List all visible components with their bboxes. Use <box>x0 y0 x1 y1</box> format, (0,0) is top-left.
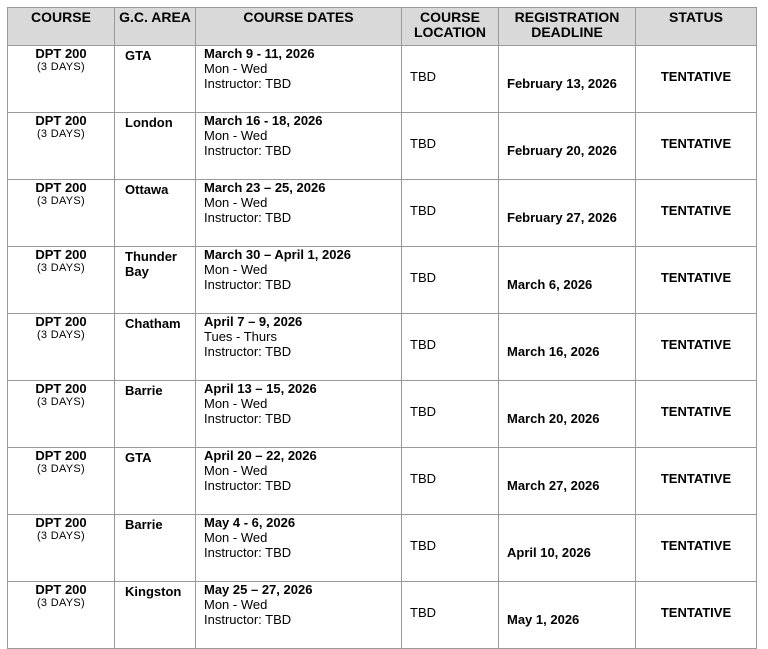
deadline-cell: March 16, 2026 <box>499 314 636 381</box>
instructor: Instructor: TBD <box>204 143 292 158</box>
dates-cell <box>196 381 402 448</box>
course-duration: (3 DAYS) <box>36 597 86 609</box>
course-duration: (3 DAYS) <box>36 530 86 542</box>
course-cell <box>8 247 115 314</box>
course-code: DPT 200 <box>35 448 87 463</box>
dates-cell <box>196 582 402 649</box>
table-row <box>8 448 757 515</box>
table-row <box>8 381 757 448</box>
area-cell: Barrie <box>115 515 196 582</box>
status-cell: TENTATIVE <box>636 247 757 314</box>
area-cell: GTA <box>115 448 196 515</box>
instructor: Instructor: TBD <box>204 76 292 91</box>
header-dates: COURSE DATES <box>196 8 402 46</box>
deadline-cell: February 13, 2026 <box>499 46 636 113</box>
location-cell: TBD <box>402 180 499 247</box>
course-schedule-table <box>7 7 757 649</box>
instructor: Instructor: TBD <box>204 210 292 225</box>
dates-cell <box>196 314 402 381</box>
course-duration: (3 DAYS) <box>36 128 86 140</box>
weekdays: Mon - Wed <box>204 262 268 277</box>
weekdays: Mon - Wed <box>204 597 268 612</box>
deadline-cell: February 27, 2026 <box>499 180 636 247</box>
header-area: G.C. AREA <box>115 8 196 46</box>
dates-cell <box>196 113 402 180</box>
table-row <box>8 582 757 649</box>
table-row <box>8 314 757 381</box>
location-cell: TBD <box>402 113 499 180</box>
area-cell: GTA <box>115 46 196 113</box>
dates-cell <box>196 180 402 247</box>
status-cell: TENTATIVE <box>636 314 757 381</box>
weekdays: Mon - Wed <box>204 61 268 76</box>
table-row <box>8 113 757 180</box>
header-location: COURSE LOCATION <box>402 8 499 46</box>
course-duration: (3 DAYS) <box>36 195 86 207</box>
status-cell: TENTATIVE <box>636 515 757 582</box>
area-cell: Barrie <box>115 381 196 448</box>
instructor: Instructor: TBD <box>204 344 292 359</box>
dates-cell <box>196 247 402 314</box>
location-cell: TBD <box>402 448 499 515</box>
location-cell: TBD <box>402 515 499 582</box>
dates-cell <box>196 448 402 515</box>
table-header <box>8 8 757 46</box>
dates-cell <box>196 46 402 113</box>
location-cell: TBD <box>402 582 499 649</box>
course-code: DPT 200 <box>35 582 87 597</box>
dates-cell <box>196 515 402 582</box>
course-cell <box>8 180 115 247</box>
course-duration: (3 DAYS) <box>36 262 86 274</box>
deadline-cell: March 6, 2026 <box>499 247 636 314</box>
date-range: May 4 - 6, 2026 <box>204 515 296 530</box>
area-cell: Thunder Bay <box>115 247 196 314</box>
course-code: DPT 200 <box>35 180 87 195</box>
course-cell <box>8 46 115 113</box>
status-cell: TENTATIVE <box>636 448 757 515</box>
date-range: April 13 – 15, 2026 <box>204 381 317 396</box>
table-row <box>8 515 757 582</box>
course-cell <box>8 515 115 582</box>
weekdays: Mon - Wed <box>204 128 268 143</box>
instructor: Instructor: TBD <box>204 478 292 493</box>
location-cell: TBD <box>402 314 499 381</box>
weekdays: Mon - Wed <box>204 396 268 411</box>
date-range: April 7 – 9, 2026 <box>204 314 303 329</box>
weekdays: Tues - Thurs <box>204 329 277 344</box>
table-row <box>8 46 757 113</box>
course-code: DPT 200 <box>35 314 87 329</box>
header-status: STATUS <box>636 8 757 46</box>
table-body <box>8 46 757 649</box>
weekdays: Mon - Wed <box>204 463 268 478</box>
course-cell <box>8 448 115 515</box>
course-code: DPT 200 <box>35 247 87 262</box>
date-range: April 20 – 22, 2026 <box>204 448 317 463</box>
instructor: Instructor: TBD <box>204 277 292 292</box>
date-range: March 9 - 11, 2026 <box>204 46 315 61</box>
course-code: DPT 200 <box>35 381 87 396</box>
course-code: DPT 200 <box>35 46 87 61</box>
instructor: Instructor: TBD <box>204 545 292 560</box>
course-cell <box>8 113 115 180</box>
area-cell: Chatham <box>115 314 196 381</box>
date-range: March 16 - 18, 2026 <box>204 113 323 128</box>
header-row <box>8 8 757 46</box>
status-cell: TENTATIVE <box>636 582 757 649</box>
instructor: Instructor: TBD <box>204 612 292 627</box>
course-cell <box>8 381 115 448</box>
table-row <box>8 180 757 247</box>
date-range: March 23 – 25, 2026 <box>204 180 326 195</box>
status-cell: TENTATIVE <box>636 381 757 448</box>
status-cell: TENTATIVE <box>636 180 757 247</box>
course-duration: (3 DAYS) <box>36 61 86 73</box>
area-cell: Kingston <box>115 582 196 649</box>
course-code: DPT 200 <box>35 113 87 128</box>
course-cell <box>8 582 115 649</box>
weekdays: Mon - Wed <box>204 530 268 545</box>
deadline-cell: March 20, 2026 <box>499 381 636 448</box>
course-code: DPT 200 <box>35 515 87 530</box>
status-cell: TENTATIVE <box>636 46 757 113</box>
deadline-cell: May 1, 2026 <box>499 582 636 649</box>
course-duration: (3 DAYS) <box>36 463 86 475</box>
date-range: March 30 – April 1, 2026 <box>204 247 351 262</box>
area-cell: Ottawa <box>115 180 196 247</box>
location-cell: TBD <box>402 381 499 448</box>
deadline-cell: February 20, 2026 <box>499 113 636 180</box>
course-duration: (3 DAYS) <box>36 329 86 341</box>
weekdays: Mon - Wed <box>204 195 268 210</box>
table-row <box>8 247 757 314</box>
location-cell: TBD <box>402 46 499 113</box>
date-range: May 25 – 27, 2026 <box>204 582 313 597</box>
area-cell: London <box>115 113 196 180</box>
deadline-cell: March 27, 2026 <box>499 448 636 515</box>
header-deadline: REGISTRATION DEADLINE <box>499 8 636 46</box>
header-course: COURSE <box>8 8 115 46</box>
deadline-cell: April 10, 2026 <box>499 515 636 582</box>
location-cell: TBD <box>402 247 499 314</box>
course-cell <box>8 314 115 381</box>
course-duration: (3 DAYS) <box>36 396 86 408</box>
instructor: Instructor: TBD <box>204 411 292 426</box>
status-cell: TENTATIVE <box>636 113 757 180</box>
